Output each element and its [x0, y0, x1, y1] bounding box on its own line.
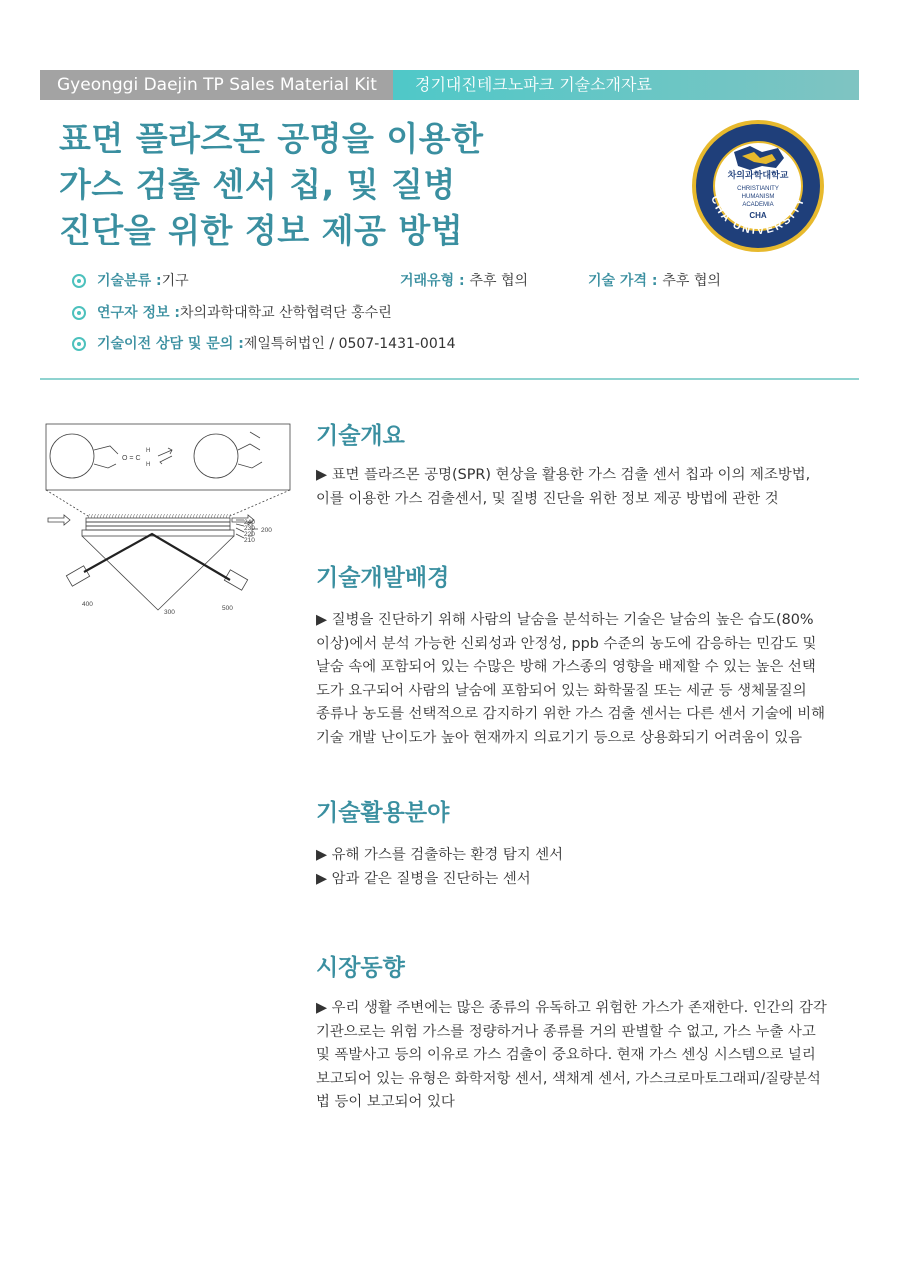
section-body-market-trends	[316, 997, 860, 1115]
diagram-particle-left	[50, 434, 94, 478]
section-line: 종류나 농도를 선택적으로 감지하기 위한 가스 검출 센서는 다른 센서 기술에 비해	[316, 706, 826, 722]
diagram-surface-ligands	[88, 514, 231, 518]
diagram-co-molecule: O = C	[122, 455, 141, 462]
diagram-exchange-arrows	[158, 448, 172, 464]
researcher-label: 연구자 정보 :	[97, 305, 180, 321]
section-line: ▶ 암과 같은 질병을 진단하는 센서	[316, 870, 531, 887]
researcher-value: 차의과학대학교 산학협력단 홍수린	[179, 305, 392, 321]
diagram-ligand-right	[238, 432, 262, 468]
info-category-row	[72, 271, 189, 291]
diagram-label-500: 500	[222, 605, 233, 612]
section-title-applications: 기술활용분야	[316, 800, 450, 826]
logo-line-academia: ACADEMIA	[742, 202, 774, 208]
target-bullet-icon	[72, 306, 86, 320]
diagram-light-source-400	[66, 566, 89, 586]
info-researcher-row	[72, 303, 392, 323]
section-line: 도가 요구되어 사람의 날숨에 포함되어 있는 화학물질 또는 세균 등 생체물질의	[316, 682, 807, 699]
section-line: 날숨 속에 포함되어 있는 수많은 방해 가스종의 영향을 배제할 수 있는 높은 선택	[316, 659, 816, 675]
diagram-layer-220	[86, 526, 230, 530]
target-bullet-icon	[72, 337, 86, 351]
diagram-light-path	[84, 534, 230, 580]
diagram-prism-300	[82, 536, 234, 610]
diagram-label-210: 210	[244, 537, 255, 544]
section-line: ▶ 질병을 진단하기 위해 사람의 날숨을 분석하는 기술은 날숨의 높은 습도(80%	[316, 612, 814, 628]
diagram-layer-230	[86, 522, 230, 526]
section-line: 및 폭발사고 등의 이유로 가스 검출이 중요하다. 현재 가스 센싱 시스템으로 널리	[316, 1047, 816, 1063]
section-body-overview	[316, 464, 860, 511]
section-line: ▶ 표면 플라즈몬 공명(SPR) 현상을 활용한 가스 검출 센서 칩과 이의 제조방법,	[316, 467, 811, 483]
diagram-ligand-left	[94, 446, 118, 468]
section-body-background	[316, 609, 860, 750]
info-contact-row	[72, 334, 456, 354]
section-line: 보고되어 있는 유형은 화학저항 센서, 색채계 센서, 가스크로마토그래피/질량분석	[316, 1070, 821, 1087]
section-line: 기술 개발 난이도가 높아 현재까지 의료기기 등으로 상용화되기 어려움이 있음	[316, 729, 803, 746]
category-label: 기술분류 :	[97, 273, 162, 289]
diagram-zoom-line-left	[46, 490, 88, 516]
section-line: 법 등이 보고되어 있다	[316, 1094, 455, 1110]
price-value: 추후 협의	[662, 273, 721, 289]
contact-value: 제일특허법인 / 0507-1431-0014	[243, 336, 456, 352]
logo-korean-name: 차의과학대학교	[727, 171, 789, 181]
diagram-layer-240	[86, 518, 230, 522]
section-title-overview: 기술개요	[316, 423, 405, 449]
section-line: ▶ 유해 가스를 검출하는 환경 탐지 센서	[316, 847, 564, 863]
target-bullet-icon	[72, 274, 86, 288]
diagram-h-top: H	[146, 448, 151, 454]
category-value: 기구	[161, 273, 189, 289]
diagram-label-300: 300	[164, 609, 175, 616]
section-title-market-trends: 시장동향	[316, 955, 405, 981]
logo-line-christianity: CHRISTIANITY	[737, 186, 779, 192]
price-label: 기술 가격 :	[588, 273, 663, 289]
diagram-inflow-arrow	[48, 515, 70, 525]
section-title-background: 기술개발배경	[316, 565, 450, 591]
section-line: ▶ 우리 생활 주변에는 많은 종류의 유독하고 위험한 가스가 존재한다. 인간의 감각	[316, 1000, 827, 1016]
header-left-title: Gyeonggi Daejin TP Sales Material Kit	[40, 70, 393, 100]
diagram-particle-right	[194, 434, 238, 478]
info-price	[588, 271, 721, 291]
section-body-applications	[316, 844, 860, 891]
diagram-label-230: 230	[244, 525, 255, 532]
logo-ring-text: CHA UNIVERSITY	[708, 194, 808, 238]
info-deal-type	[400, 271, 528, 291]
spr-sensor-diagram	[40, 420, 300, 620]
section-line: 기관으로는 위험 가스를 정량하거나 종류를 거의 판별할 수 없고, 가스 누출 사고	[316, 1023, 816, 1040]
contact-label: 기술이전 상담 및 문의 :	[97, 336, 244, 352]
section-line: 이상)에서 분석 가능한 신뢰성과 안정성, ppb 수준의 농도에 감응하는 민감도 및	[316, 635, 817, 652]
diagram-label-220: 220	[244, 531, 255, 538]
header-right-title: 경기대진테크노파크 기술소개자료	[393, 70, 859, 100]
diagram-label-200: 200	[261, 527, 272, 534]
diagram-layer-210	[82, 530, 234, 536]
cha-university-logo	[690, 118, 826, 254]
deal-type-label: 거래유형 :	[400, 273, 470, 289]
diagram-label-240: 240	[244, 519, 255, 526]
section-divider	[40, 378, 859, 380]
header-bar	[40, 70, 859, 100]
diagram-label-400: 400	[82, 601, 93, 608]
logo-line-humanism: HUMANISM	[741, 194, 775, 200]
deal-type-value: 추후 협의	[469, 273, 528, 289]
diagram-h-bottom: H	[146, 462, 151, 468]
diagram-zoom-line-right	[230, 490, 290, 516]
section-line: 이를 이용한 가스 검출센서, 및 질병 진단을 위한 정보 제공 방법에 관한 것	[316, 490, 779, 507]
logo-cha-mark: CHA	[749, 211, 767, 220]
page-title: 표면 플라즈몬 공명을 이용한 가스 검출 센서 칩, 및 질병 진단을 위한 정보 제공 방법	[59, 119, 484, 250]
